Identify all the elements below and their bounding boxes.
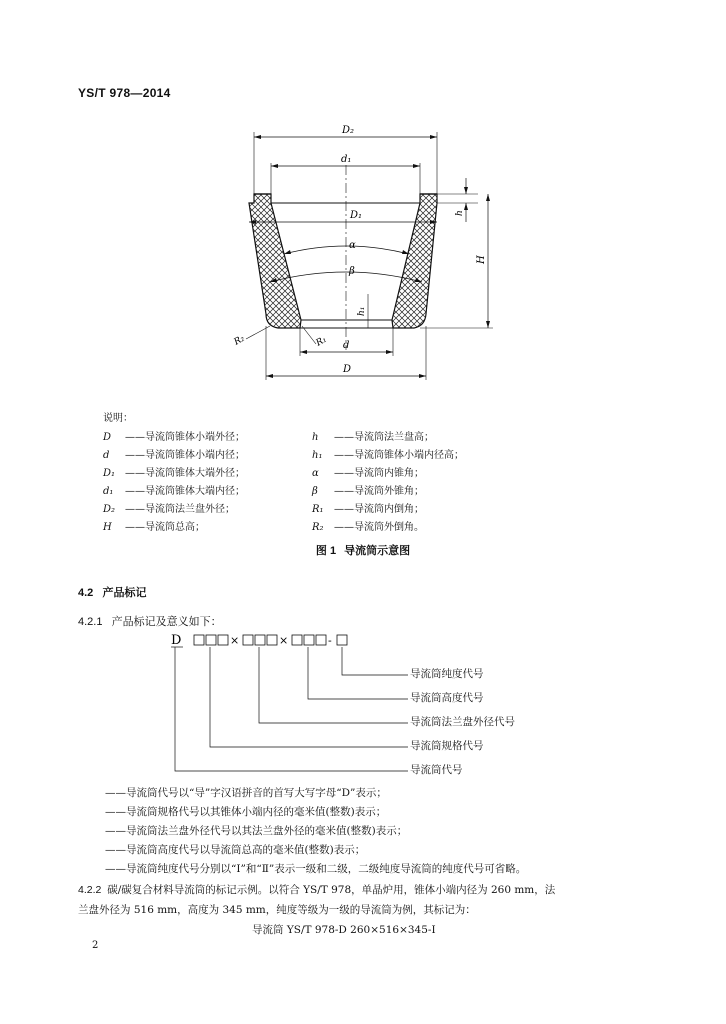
marking-example: 导流筒 YS/T 978-D 260×516×345-Ⅰ	[252, 924, 436, 936]
code-label-product: 导流筒代号	[410, 764, 463, 776]
code-boxes	[194, 635, 347, 645]
label-D1: D₁	[350, 210, 363, 221]
legend-item: R₁ ——导流筒内倒角；	[312, 504, 424, 515]
separator-dash: -	[328, 634, 332, 647]
page-number: 2	[92, 940, 99, 951]
label-R2: R₂	[232, 333, 247, 348]
right-wall-section	[392, 194, 437, 328]
code-leader-lines	[171, 647, 408, 771]
section-4-2-1: 4.2.1 产品标记及意义如下：	[78, 616, 222, 628]
code-label-height: 导流筒高度代号	[410, 692, 484, 704]
legend-item: d₁ ——导流筒锥体大端内径；	[103, 486, 245, 497]
separator-x: ×	[279, 634, 289, 647]
label-h: h	[455, 210, 465, 216]
legend-item: D ——导流筒锥体小端外径；	[103, 432, 245, 443]
legend-item: β ——导流筒外锥角；	[312, 486, 424, 497]
legend-item: α ——导流筒内锥角；	[312, 468, 424, 479]
label-D2: D₂	[342, 125, 355, 136]
legend-item: d ——导流筒锥体小端内径；	[103, 450, 245, 461]
legend-item: R₂ ——导流筒外倒角。	[312, 522, 424, 533]
label-alpha: α	[349, 240, 356, 251]
legend-item: h ——导流筒法兰盘高；	[312, 432, 434, 443]
explanation-line: ——导流筒代号以“导”字汉语拼音的首写大写字母“D”表示；	[105, 787, 387, 799]
code-label-purity: 导流筒纯度代号	[410, 668, 484, 680]
label-H: H	[476, 255, 487, 264]
legend-item: H ——导流筒总高；	[103, 522, 205, 533]
legend-item: D₁ ——导流筒锥体大端外径；	[103, 468, 245, 479]
explanation-line: ——导流筒纯度代号分别以“Ⅰ”和“Ⅱ”表示一级和二级，二级纯度导流筒的纯度代号可省略。	[105, 863, 527, 875]
label-R1: R₁	[314, 334, 329, 349]
document-header: YS/T 978—2014	[78, 86, 171, 100]
separator-x: ×	[230, 634, 240, 647]
left-wall-section	[249, 194, 301, 328]
product-code-diagram	[0, 625, 726, 785]
explanation-line: ——导流筒规格代号以其锥体小端内径的毫米值(整数)表示；	[105, 806, 387, 818]
legend-title: 说明：	[103, 413, 133, 424]
label-d1: d₁	[341, 154, 352, 165]
label-D: D	[343, 364, 352, 375]
section-4-2-2: 4.2.2 碳/碳复合材料导流筒的标记示例。以符合 YS/T 978，单晶炉用，锥体小端内径为 260 mm，法	[78, 884, 556, 896]
code-prefix: D	[171, 633, 182, 648]
explanation-line: ——导流筒法兰盘外径代号以其法兰盘外径的毫米值(整数)表示；	[105, 825, 408, 837]
legend-item: D₂ ——导流筒法兰盘外径；	[103, 504, 235, 515]
code-label-spec: 导流筒规格代号	[410, 740, 484, 752]
code-label-flange: 导流筒法兰盘外径代号	[410, 716, 515, 728]
flow-guide-schematic	[0, 0, 726, 400]
label-h1: h₁	[357, 306, 367, 316]
label-d: d	[343, 340, 350, 351]
section-4-2-2-cont: 兰盘外径为 516 mm，高度为 345 mm，纯度等级为一级的导流筒为例，其标记为：	[78, 904, 476, 916]
explanation-line: ——导流筒高度代号以导流筒总高的毫米值(整数)表示；	[105, 844, 366, 856]
section-4-2-heading: 4.2 产品标记	[78, 587, 147, 599]
label-beta: β	[349, 266, 355, 277]
legend-item: h₁ ——导流筒锥体小端内径高；	[312, 450, 464, 461]
figure-caption: 图 1 导流筒示意图	[315, 545, 411, 557]
